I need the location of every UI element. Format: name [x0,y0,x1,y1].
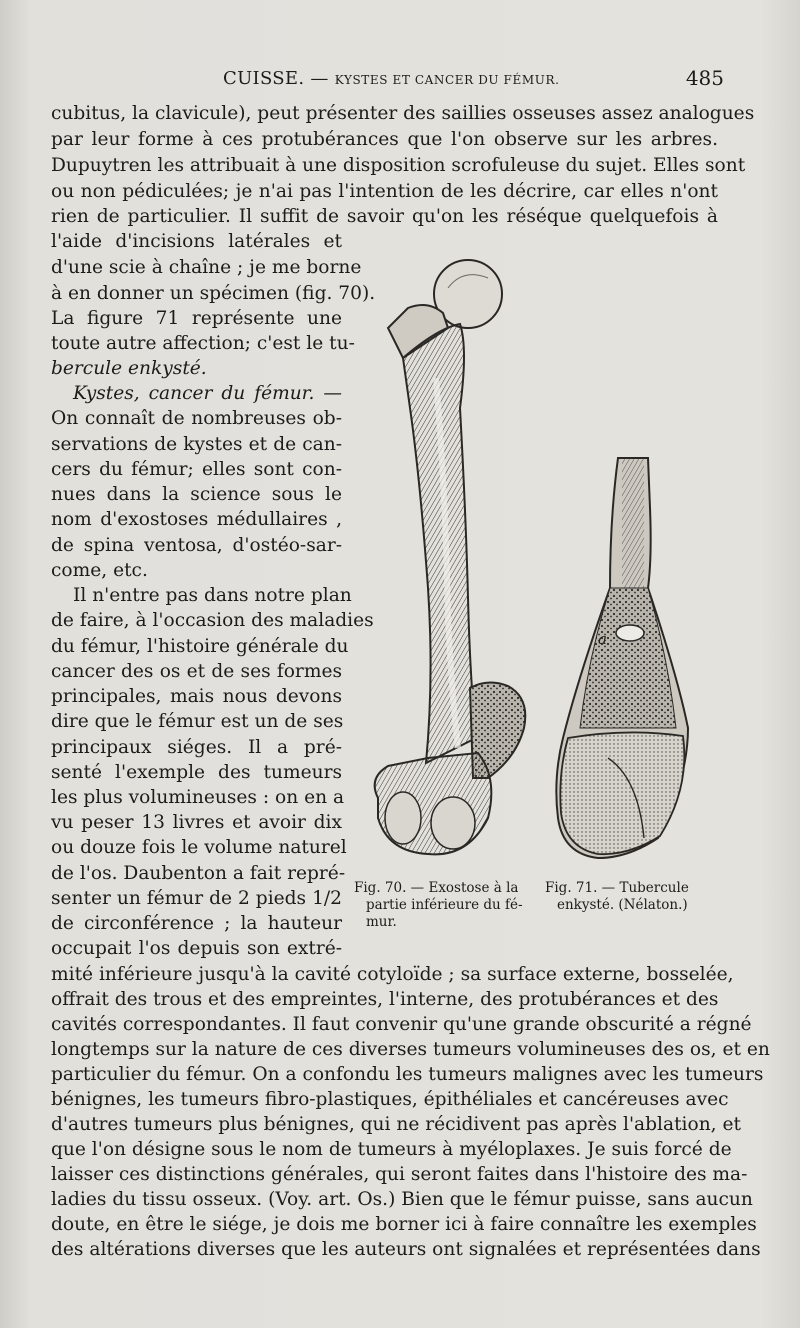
text-line: rien de particulier. Il suffit de savoir qu'on les réséque quelquefois à [51,206,718,227]
fig70-femur-drawing [375,260,526,854]
fig70-caption: Fig. 70. — Exostose à la partie inférieure du fé- mur. [354,880,523,930]
text-line: du fémur, l'histoire générale du [51,636,349,657]
text-line: senter un fémur de 2 pieds 1/2 [51,888,342,909]
text-line: de faire, à l'occasion des maladies [51,610,374,631]
text-line: servations de kystes et de can- [51,434,342,455]
text-line: mité inférieure jusqu'à la cavité cotyloïde ; sa surface externe, bosselée, [51,964,734,985]
page-number: 485 [685,66,724,90]
text-line: cavités correspondantes. Il faut convenir qu'une grande obscurité a régné [51,1014,752,1035]
fig71-label-a: a [598,630,607,648]
text-line: laisser ces distinctions générales, qui seront faites dans l'histoire des ma- [51,1164,748,1185]
text-line: cers du fémur; elles sont con- [51,459,342,480]
text-line: longtemps sur la nature de ces diverses tumeurs volumineuses des os, et en [51,1039,770,1060]
text-line: ou non pédiculées; je n'ai pas l'intention de les décrire, car elles n'ont [51,181,718,202]
text-line: de circonférence ; la hauteur [51,913,342,934]
text-line: principales, mais nous devons [51,686,342,707]
text-line: particulier du fémur. On a confondu les tumeurs malignes avec les tumeurs [51,1064,764,1085]
section-heading-line: Kystes, cancer du fémur. — [73,383,342,404]
text-line: doute, en être le siége, je dois me borner ici à faire connaître les exemples [51,1214,757,1235]
fig71-caption: Fig. 71. — Tubercule enkysté. (Nélaton.) [545,880,689,913]
text-line: Dupuytren les attribuait à une disposition scrofuleuse du sujet. Elles sont [51,155,746,176]
text-line: nom d'exostoses médullaires , [51,509,342,530]
text-line: toute autre affection; c'est le tu- [51,333,355,354]
text-line: d'une scie à chaîne ; je me borne [51,257,362,278]
figures-area [348,258,728,938]
text-line: dire que le fémur est un de ses [51,711,344,732]
text-line: bercule enkysté. [51,358,207,379]
text-line: cancer des os et de ses formes [51,661,342,682]
text-line: senté l'exemple des tumeurs [51,762,342,783]
running-header [48,66,724,94]
text-line: Il n'entre pas dans notre plan [73,585,352,606]
text-line: bénignes, les tumeurs fibro-plastiques, épithéliales et cancéreuses avec [51,1089,729,1110]
text-line: que l'on désigne sous le nom de tumeurs à myéloplaxes. Je suis forcé de [51,1139,732,1160]
text-line: On connaît de nombreuses ob- [51,408,342,429]
text-line: par leur forme à ces protubérances que l'on observe sur les arbres. [51,129,718,150]
text-line: vu peser 13 livres et avoir dix [51,812,342,833]
text-line: de spina ventosa, d'ostéo-sar- [51,535,342,556]
text-line: des altérations diverses que les auteurs ont signalées et représentées dans [51,1239,761,1260]
text-line: de l'os. Daubenton a fait repré- [51,863,346,884]
text-line: occupait l'os depuis son extré- [51,938,342,959]
text-line: La figure 71 représente une [51,308,342,329]
text-line: d'autres tumeurs plus bénignes, qui ne récidivent pas après l'ablation, et [51,1114,741,1135]
text-line: offrait des trous et des empreintes, l'interne, des protubérances et des [51,989,719,1010]
text-line: come, etc. [51,560,148,581]
header-title: CUISSE. — KYSTES ET CANCER DU FÉMUR. [223,68,560,89]
text-line: les plus volumineuses : on en a [51,787,345,808]
text-line: ladies du tissu osseux. (Voy. art. Os.) Bien que le fémur puisse, sans aucun [51,1189,753,1210]
text-line: à en donner un spécimen (fig. 70). [51,283,376,304]
text-line: l'aide d'incisions latérales et [51,231,342,252]
text-line: nues dans la science sous le [51,484,342,505]
text-line: principaux siéges. Il a pré- [51,737,342,758]
text-line: cubitus, la clavicule), peut présenter des saillies osseuses assez analogues [51,103,755,124]
figures-illustration [348,258,728,878]
text-line: ou douze fois le volume naturel [51,837,347,858]
fig71-section-drawing [556,458,688,858]
